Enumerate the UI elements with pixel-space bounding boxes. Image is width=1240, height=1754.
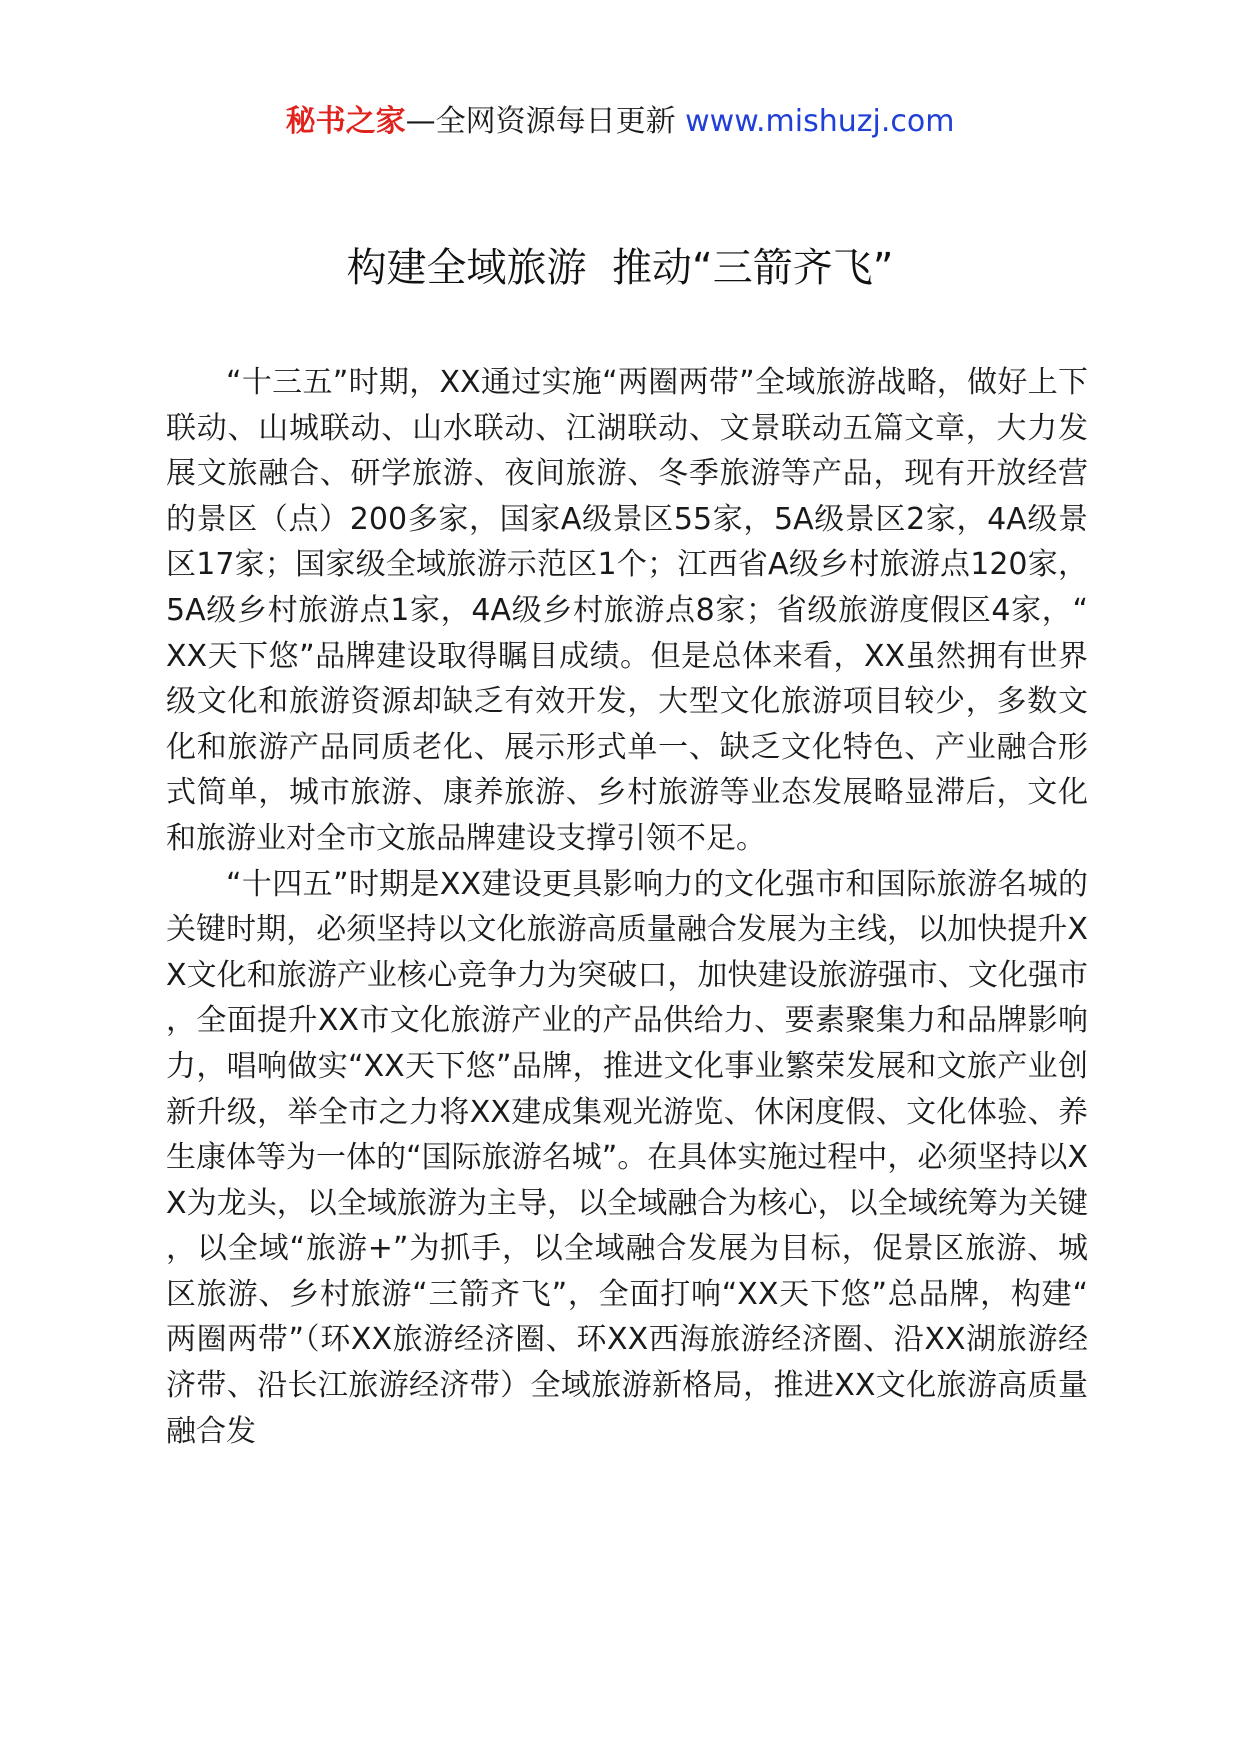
- site-url-link[interactable]: www.mishuzj.com: [685, 104, 955, 139]
- paragraph-2: “十四五”时期是XX建设更具影响力的文化强市和国际旅游名城的关键时期，必须坚持以文化旅游高质量融合发展为主线，以加快提升XX文化和旅游产业核心竞争力为突破口，加快建设旅游强市、文化强市，全面提升XX市文化旅游产业的产品供给力、要素聚集力和品牌影响力，唱响做实“XX天下悠”品牌，推进文化事业繁荣发展和文旅产业创新升级，举全市之力将XX建成集观光游览、休闲度假、文化体验、养生康体等为一体的“国际旅游名城”。在具体实施过程中，必须坚持以XX为龙头，以全域旅游为主导，以全域融合为核心，以全域统筹为关键，以全域“旅游+”为抓手，以全域融合发展为目标，促景区旅游、城区旅游、乡村旅游“三箭齐飞”，全面打响“XX天下悠”总品牌，构建“两圈两带”（环XX旅游经济圈、环XX西海旅游经济圈、沿XX湖旅游经济带、沿长江旅游经济带）全域旅游新格局，推进XX文化旅游高质量融合发: [166, 866, 1088, 1449]
- paragraph-1: “十三五”时期，XX通过实施“两圈两带”全域旅游战略，做好上下联动、山城联动、山水联动、江湖联动、文景联动五篇文章，大力发展文旅融合、研学旅游、夜间旅游、冬季旅游等产品，现有开放经营的景区（点）200多家，国家A级景区55家，5A级景区2家，4A级景区17家；国家级全域旅游示范区1个；江西省A级乡村旅游点120家，5A级乡村旅游点1家，4A级乡村旅游点8家；省级旅游度假区4家，“XX天下悠”品牌建设取得瞩目成绩。但是总体来看，XX虽然拥有世界级文化和旅游资源却缺乏有效开发，大型文化旅游项目较少，多数文化和旅游产品同质老化、展示形式单一、缺乏文化特色、产业融合形式简单，城市旅游、康养旅游、乡村旅游等业态发展略显滞后，文化和旅游业对全市文旅品牌建设支撑引领不足。: [166, 365, 1088, 856]
- site-brand: 秘书之家: [285, 104, 406, 139]
- site-slogan: —全网资源每日更新: [405, 104, 676, 139]
- document-body: [166, 360, 1088, 1454]
- site-header: [0, 102, 1240, 142]
- document-title: 构建全域旅游 推动“三箭齐飞”: [346, 245, 894, 291]
